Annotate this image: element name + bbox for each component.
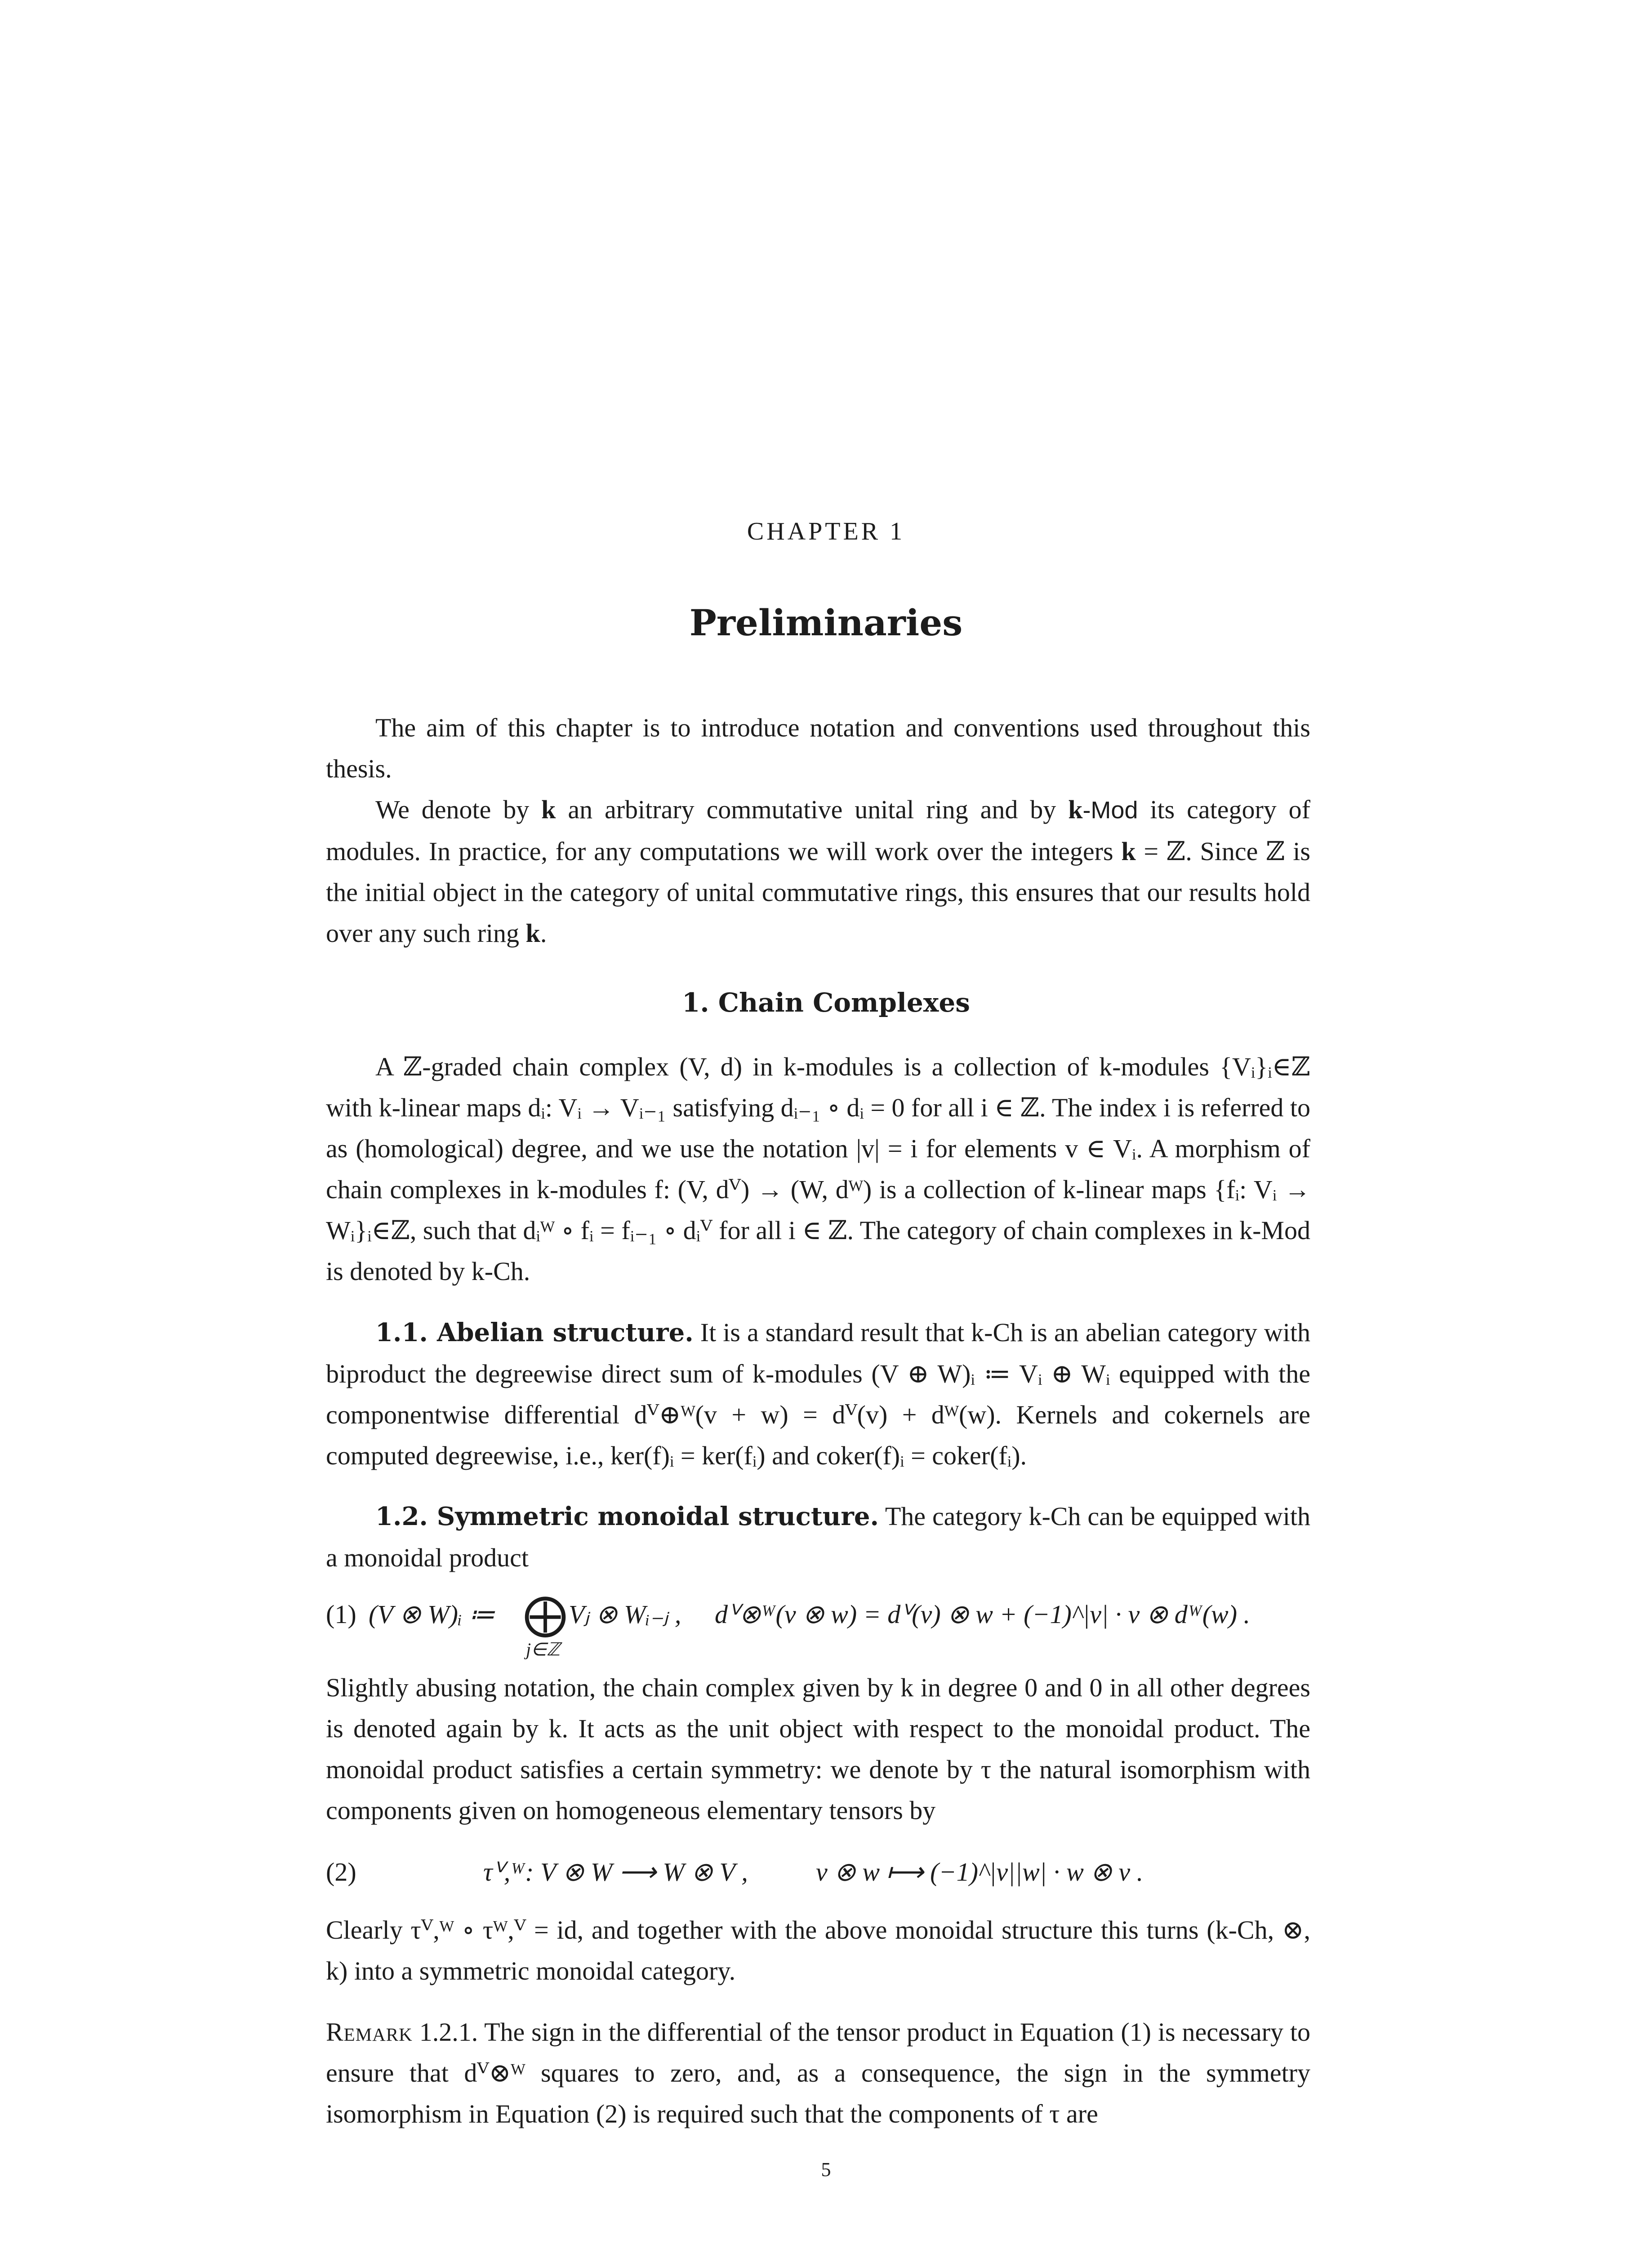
remark-number: 1.2.1. [419, 2017, 478, 2047]
remark-block [326, 2012, 1310, 2134]
section-title-chain-complexes: 1. Chain Complexes [682, 987, 970, 1018]
equation-1 [326, 1590, 1310, 1659]
equation-1-number: (1) [326, 1600, 356, 1629]
chain-complex-definition: A ℤ-graded chain complex (V, d) in k-modules is a collection of k-modules {Vᵢ}ᵢ∈ℤ with k-linear maps dᵢ: Vᵢ → Vᵢ₋₁ satisfying dᵢ₋₁ ∘ dᵢ = 0 for all i ∈ ℤ. The index i is referred to as (homological) degree, and we use the notation |v| = i for elements v ∈ Vᵢ. A morphism of chain complexes in k-modules f: (V, dⱽ) → (W, dᵂ) is a collection of k-linear maps {fᵢ: Vᵢ → Wᵢ}ᵢ∈ℤ, such that dᵢᵂ ∘ fᵢ = fᵢ₋₁ ∘ dᵢⱽ for all i ∈ ℤ. The category of chain complexes in k-Mod is denoted by k-Ch. [326, 1052, 1310, 1286]
monoidal-structure-paragraph: 1.2. Symmetric monoidal structure. The category k-Ch can be equipped with a monoidal product [326, 1502, 1310, 1572]
remark-label: Remark [326, 2017, 413, 2047]
intro-paragraph-2: We denote by k an arbitrary commutative unital ring and by k-Mod its category of modules. In practice, for any computations we will work over the integers k = ℤ. Since ℤ is the initial object in the category of unital commutative rings, this ensures that our results hold over any such ring k. [326, 795, 1310, 948]
page-number: 5 [821, 2159, 831, 2181]
equation-1-differential: dⱽ⊗ᵂ(v ⊗ w) = dⱽ(v) ⊗ w + (−1)^|v| · v ⊗ dᵂ(w) . [715, 1600, 1251, 1629]
chapter-label: CHAPTER 1 [747, 517, 905, 545]
equation-1-lhs: (V ⊗ W)ᵢ ≔ [369, 1600, 495, 1629]
equation-2-number: (2) [326, 1857, 356, 1887]
section1-block [326, 1046, 1310, 1292]
monoidal-structure-heading: 1.2. Symmetric monoidal structure. [375, 1502, 879, 1531]
equation-2-rhs: v ⊗ w ⟼ (−1)^|v||w| · w ⊗ v . [816, 1857, 1144, 1887]
direct-sum-index: j∈ℤ [526, 1639, 560, 1659]
equation-2-lhs: τⱽ,ᵂ: V ⊗ W ⟶ W ⊗ V , [483, 1857, 748, 1887]
after-equation-2-block [326, 1909, 1310, 1991]
intro-paragraph-1: The aim of this chapter is to introduce notation and conventions used throughout this thesis. [326, 713, 1310, 783]
abelian-structure-block [326, 1312, 1310, 1476]
direct-sum-symbol: ⨁ [524, 1590, 567, 1638]
remark-paragraph: Remark 1.2.1. The sign in the differential of the tensor product in Equation (1) is necessary to ensure that dⱽ⊗ᵂ squares to zero, and, as a consequence, the sign in the symmetry isomorphism in Equation (2) is required such that the components of τ are [326, 2017, 1311, 2128]
equation-1-summand: Vⱼ ⊗ Wᵢ₋ⱼ , [569, 1600, 681, 1629]
equation-2 [326, 1851, 1310, 1892]
chapter-title: Preliminaries [689, 602, 963, 644]
abelian-structure-paragraph: 1.1. Abelian structure. It is a standard result that k-Ch is an abelian category with biproduct the degreewise direct sum of k-modules (V ⊕ W)ᵢ ≔ Vᵢ ⊕ Wᵢ equipped with the componentwise differential dⱽ⊕ᵂ(v + w) = dⱽ(v) + dᵂ(w). Kernels and cokernels are computed degreewise, i.e., ker(f)ᵢ = ker(fᵢ) and coker(f)ᵢ = coker(fᵢ). [326, 1318, 1310, 1470]
intro-block [326, 707, 1310, 954]
unit-object-paragraph: Slightly abusing notation, the chain complex given by k in degree 0 and 0 in all other degrees is denoted again by k. It acts as the unit object with respect to the monoidal product. The monoidal product satisfies a certain symmetry: we denote by τ the natural isomorphism with components given on homogeneous elementary tensors by [326, 1673, 1310, 1825]
after-equation-1-block [326, 1667, 1310, 1831]
abelian-structure-heading: 1.1. Abelian structure. [375, 1318, 694, 1347]
symmetric-monoidal-paragraph: Clearly τⱽ,ᵂ ∘ τᵂ,ⱽ = id, and together with the above monoidal structure this turns (k-Ch, ⊗, k) into a symmetric monoidal category. [326, 1915, 1310, 1985]
monoidal-structure-block [326, 1496, 1310, 1578]
